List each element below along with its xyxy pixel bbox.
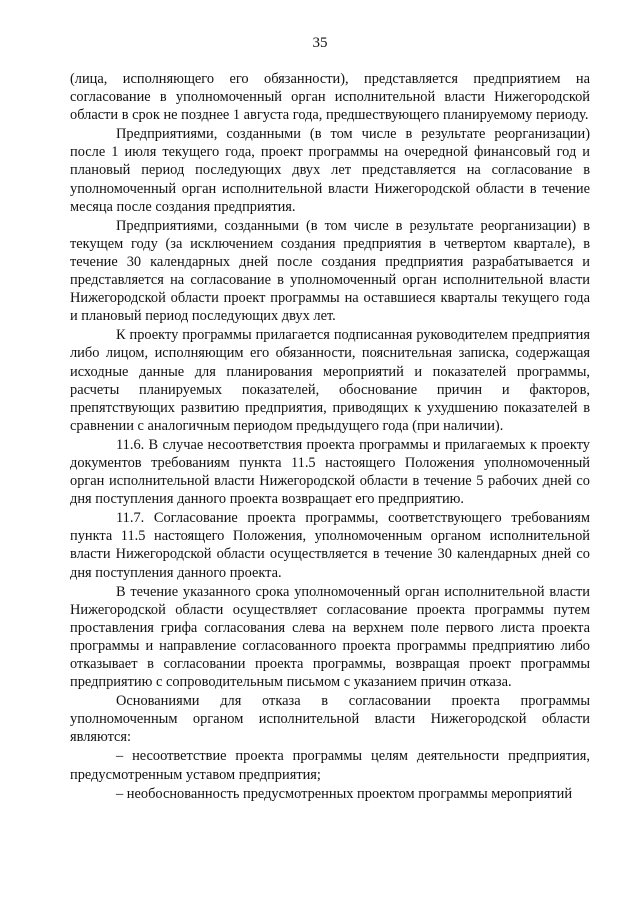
page-number: 35 [312,35,328,51]
list-item-goals-mismatch: – несоответствие проекта программы целям деятельности предприятия, предусмотренным уставом предприятия; [70,748,590,783]
document-body [70,70,590,803]
paragraph-after-july: Предприятиями, созданными (в том числе в результате реорганизации) после 1 июля текущего года, проект программы на очередной финансовый год и плановый период последующих двух лет представляется на согласование в уполномоченный орган исполнительной власти Нижегородской области в течение месяца после создания предприятия. [70,126,590,215]
paragraph-refusal-grounds: Основаниями для отказа в согласовании проекта программы уполномоченным органом исполнительной власти Нижегородской области являются: [70,693,590,746]
paragraph-current-year: Предприятиями, созданными (в том числе в результате реорганизации) в текущем году (за исключением создания предприятия в четвертом квартале), в течение 30 календарных дней после создания предприятия разрабатывается и представляется на согласование в уполномоченный орган исполнительной власти Нижегородской области проект программы на оставшиеся кварталы текущего года и плановый период последующих двух лет. [70,217,590,325]
paragraph-clause-11-6: 11.6. В случае несоответствия проекта программы и прилагаемых к проекту документов требованиям пункта 11.5 настоящего Положения уполномоченный орган исполнительной власти Нижегородской области в течение 5 рабочих дней со дня поступления данного проекта возвращает его предприятию. [70,436,590,508]
paragraph-explanatory-note: К проекту программы прилагается подписанная руководителем предприятия либо лицом, исполняющим его обязанности, пояснительная записка, содержащая исходные данные для планирования мероприятий и показателей программы, расчеты планируемых показателей, обоснование причин и факторов, препятствующих развитию предприятия, приводящих к ухудшению показателей в сравнении с аналогичным периодом предыдущего года (при наличии). [70,327,590,434]
list-item-unjustified-measures: – необоснованность предусмотренных проектом программы мероприятий [116,785,573,802]
paragraph-clause-11-7: 11.7. Согласование проекта программы, соответствующего требованиям пункта 11.5 настоящего Положения, уполномоченным органом исполнительной власти Нижегородской области осуществляется в течение 30 календарных дней со дня поступления данного проекта. [70,510,590,581]
paragraph-continuation: (лица, исполняющего его обязанности), представляется предприятием на согласование в уполномоченный орган исполнительной власти Нижегородской области в срок не позднее 1 августа года, предшествующего планируемому периоду. [70,71,590,124]
paragraph-approval-procedure: В течение указанного срока уполномоченный орган исполнительной власти Нижегородской области осуществляет согласование проекта программы путем проставления грифа согласования слева на верхнем поле первого листа проекта программы и направление согласованного проекта программы предприятию либо отказывает в согласовании проекта программы, возвращая проект программы предприятию с сопроводительным письмом с указанием причин отказа. [70,583,590,691]
